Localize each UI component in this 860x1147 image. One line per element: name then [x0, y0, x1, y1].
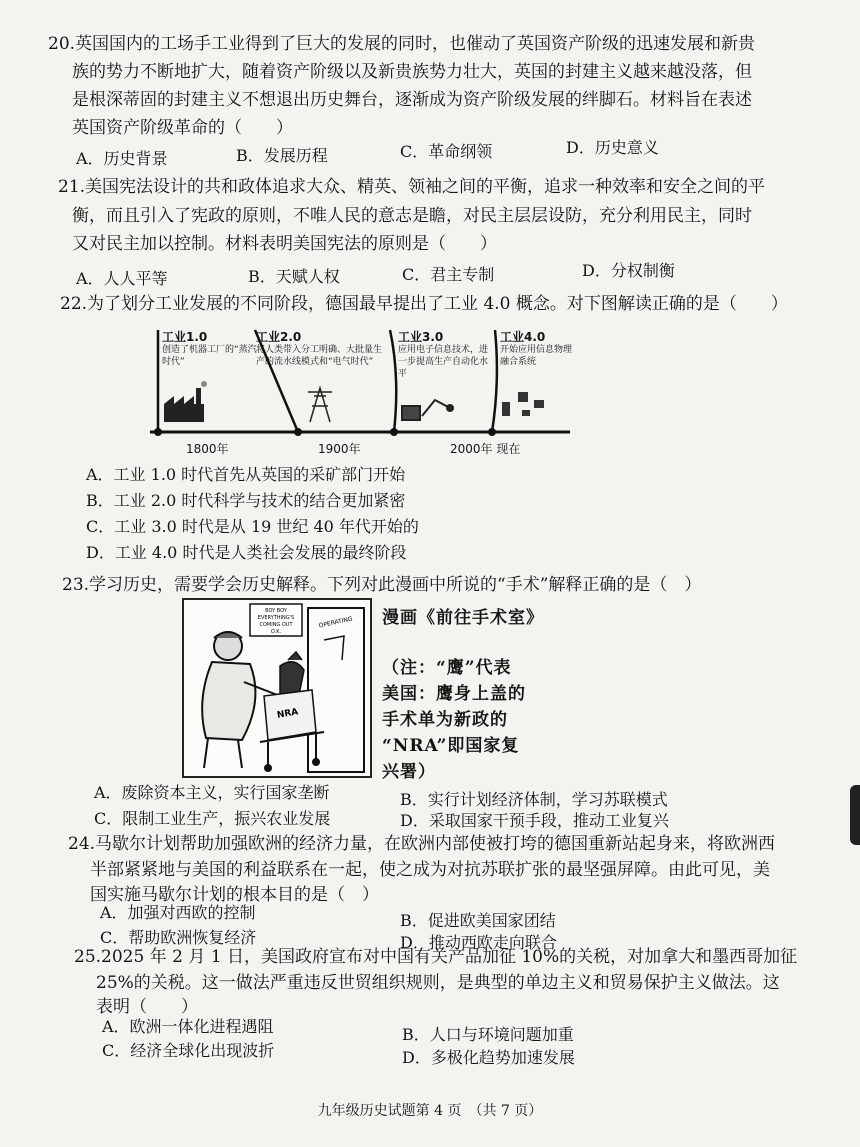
tick-2000: 2000年 现在	[450, 442, 521, 456]
sign-text-2: EVERYTHING'S	[257, 615, 295, 621]
q25-option-d: D．多极化趋势加速发展	[402, 1048, 575, 1067]
q20-line-3: 是根深蒂固的封建主义不想退出历史舞台，逐渐成为资产阶级发展的绊脚石。材料旨在表述	[72, 90, 752, 110]
sign-text-3: COMING OUT	[259, 622, 293, 628]
stage-title: 工业1.0	[162, 330, 208, 344]
q25-line-3: 表明（ ）	[96, 997, 198, 1017]
cartoon-drawing	[184, 600, 370, 776]
cartoon-note-5: 兴署）	[382, 762, 436, 782]
q20-option-d: D．历史意义	[566, 138, 659, 157]
q20-line-2: 族的势力不断地扩大，随着资产阶级以及新贵族势力壮大，英国的封建主义越来越没落，但	[72, 62, 752, 82]
q24-option-d: D．推动西欧走向联合	[400, 933, 557, 952]
q23-option-d: D．采取国家干预手段，推动工业复兴	[400, 811, 669, 830]
q21-option-c: C．君主专制	[402, 265, 495, 284]
sign-text-4: O.K.	[270, 629, 282, 635]
stage-desc: 将人类带入分工明确、大批量生产的流水线模式和“电气时代”	[256, 345, 383, 367]
q21-option-a: A．人人平等	[76, 269, 168, 288]
q23-line-1: 23.学习历史，需要学会历史解释。下列对此漫画中所说的“手术”解释正确的是（ ）	[62, 575, 702, 595]
q25-line-2: 25%的关税。这一做法严重违反世贸组织规则，是典型的单边主义和贸易保护主义做法。这	[96, 973, 780, 993]
stage-desc: 开始应用信息物理融合系统	[500, 345, 573, 367]
q21-option-b: B．天赋人权	[248, 267, 340, 286]
q22-line-1: 22.为了划分工业发展的不同阶段，德国最早提出了工业 4.0 概念。对下图解读正确的是（ ）	[60, 294, 788, 314]
q22-option-b: B．工业 2.0 时代科学与技术的结合更加紧密	[86, 491, 406, 510]
q21-line-3: 又对民主加以控制。材料表明美国宪法的原则是（ ）	[72, 234, 497, 254]
q24-line-3: 国实施马歇尔计划的根本目的是（ ）	[90, 885, 379, 905]
q24-line-1: 24.马歇尔计划帮助加强欧洲的经济力量，在欧洲内部使被打垮的德国重新站起身来，将欧洲西	[68, 834, 776, 854]
tick-1800: 1800年	[186, 442, 229, 456]
q23-option-a: A．废除资本主义，实行国家垄断	[94, 783, 330, 802]
q20-line-4: 英国资产阶级革命的（ ）	[72, 118, 293, 138]
cartoon-note-2: 美国：鹰身上盖的	[382, 684, 526, 704]
q25-line-1: 25.2025 年 2 月 1 日，美国政府宣布对中国有关产品加征 10%的关税，对加拿大和墨西哥加征	[74, 947, 798, 967]
divider-3	[390, 330, 396, 432]
q21-line-1: 21.美国宪法设计的共和政体追求大众、精英、领袖之间的平衡，追求一种效率和安全之间的平	[58, 177, 766, 197]
q20-option-b: B．发展历程	[236, 146, 328, 165]
q25-option-c: C．经济全球化出现波折	[102, 1041, 275, 1060]
nra-tag: NRA	[276, 707, 300, 721]
q20-option-c: C．革命纲领	[400, 142, 493, 161]
q21-option-d: D．分权制衡	[582, 261, 675, 280]
stage-desc: 应用电子信息技术，进一步提高生产自动化水平	[398, 345, 489, 379]
q25-option-b: B．人口与环境问题加重	[402, 1025, 574, 1044]
q22-option-c: C．工业 3.0 时代是从 19 世纪 40 年代开始的	[86, 517, 419, 536]
stage-desc: 创造了机器工厂的“蒸汽时代”	[162, 345, 257, 367]
industry-timeline	[150, 326, 575, 458]
q23-option-c: C．限制工业生产，振兴农业发展	[94, 809, 331, 828]
cartoon-title: 漫画《前往手术室》	[382, 608, 544, 628]
q20-line-1: 20.英国国内的工场手工业得到了巨大的发展的同时，也催动了英国资产阶级的迅速发展和新贵	[48, 34, 756, 54]
q22-option-a: A．工业 1.0 时代首先从英国的采矿部门开始	[86, 465, 406, 484]
door-label: OPERATING	[318, 615, 354, 630]
cartoon-note-4: “NRA”即国家复	[382, 736, 520, 756]
stage-industry-1	[162, 330, 258, 440]
q24-option-c: C．帮助欧洲恢复经济	[100, 928, 257, 947]
q24-line-2: 半部紧紧地与美国的利益联系在一起，使之成为对抗苏联扩张的最坚强屏障。由此可见，美	[90, 860, 770, 880]
q21-line-2: 衡，而且引入了宪政的原则，不唯人民的意志是瞻，对民主层层设防，充分利用民主，同时	[72, 206, 752, 226]
stage-title: 工业3.0	[398, 330, 444, 344]
cartoon-note-1: （注：“鹰”代表	[382, 658, 512, 678]
nra-sheet	[264, 690, 316, 740]
page-footer: 九年级历史试题第 4 页 （共 7 页）	[317, 1103, 543, 1119]
scan-edge-mark	[850, 785, 860, 845]
stage-industry-4	[500, 330, 572, 440]
cartoon-image	[182, 598, 372, 778]
q24-option-a: A．加强对西欧的控制	[100, 903, 256, 922]
tick-1900: 1900年	[318, 442, 361, 456]
q25-option-a: A．欧洲一体化进程遇阻	[102, 1017, 274, 1036]
q23-option-b: B．实行计划经济体制，学习苏联模式	[400, 790, 668, 809]
cartoon-note-3: 手术单为新政的	[382, 710, 508, 730]
q22-option-d: D．工业 4.0 时代是人类社会发展的最终阶段	[86, 543, 407, 562]
stage-industry-3	[398, 330, 494, 440]
stage-title: 工业2.0	[256, 330, 302, 344]
stage-industry-2	[256, 330, 382, 440]
q24-option-b: B．促进欧美国家团结	[400, 911, 556, 930]
sign-text-1: BOY BOY	[265, 608, 287, 614]
stage-title: 工业4.0	[500, 330, 546, 344]
q20-option-a: A．历史背景	[76, 149, 168, 168]
